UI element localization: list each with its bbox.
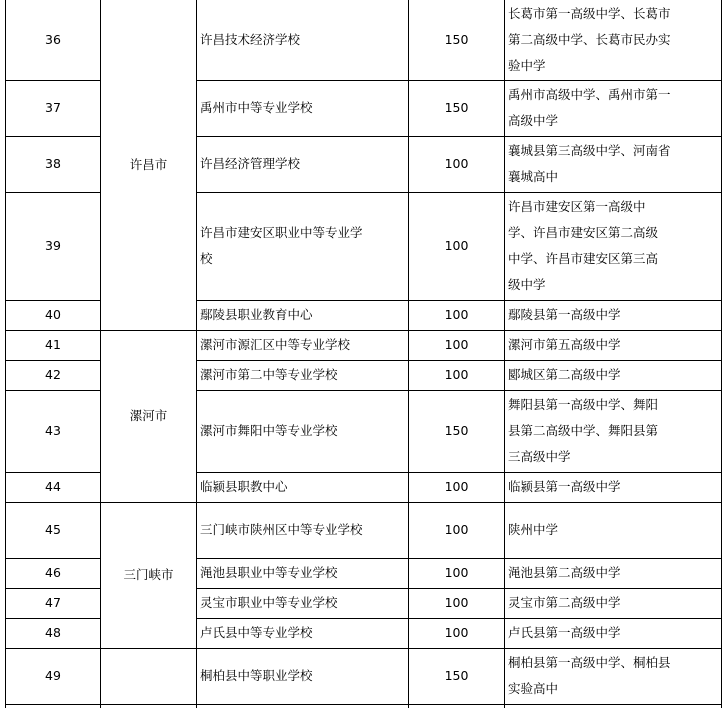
enrollment-quota[interactable]: 150 [444, 668, 469, 683]
school-name[interactable]: 桐柏县中等职业学校 [200, 668, 313, 683]
school-name[interactable]: 许昌经济管理学校 [200, 156, 301, 171]
column-border [196, 0, 197, 708]
source-schools[interactable]: 许昌市建安区第一高级中学、许昌市建安区第二高级中学、许昌市建安区第三高级中学 [508, 199, 659, 292]
school-name[interactable]: 渑池县职业中等专业学校 [200, 565, 338, 580]
source-schools[interactable]: 卢氏县第一高级中学 [508, 625, 621, 640]
column-border [721, 0, 722, 708]
enrollment-quota[interactable]: 100 [444, 625, 469, 640]
school-name[interactable]: 三门峡市陕州区中等专业学校 [200, 522, 363, 537]
city-cell[interactable]: 三门峡市 [123, 567, 174, 582]
row-border [5, 704, 722, 705]
school-name[interactable]: 许昌技术经济学校 [200, 32, 301, 47]
school-name[interactable]: 鄢陵县职业教育中心 [200, 307, 313, 322]
source-schools[interactable]: 漯河市第五高级中学 [508, 337, 621, 352]
school-name[interactable]: 漯河市源汇区中等专业学校 [200, 337, 351, 352]
row-number[interactable]: 43 [45, 423, 61, 438]
row-number[interactable]: 41 [45, 337, 61, 352]
source-schools[interactable]: 鄢陵县第一高级中学 [508, 307, 621, 322]
source-schools[interactable]: 临颍县第一高级中学 [508, 479, 621, 494]
row-number[interactable]: 40 [45, 307, 61, 322]
source-schools[interactable]: 陕州中学 [508, 522, 559, 537]
school-name[interactable]: 禹州市中等专业学校 [200, 100, 313, 115]
row-number[interactable]: 36 [45, 32, 61, 47]
enrollment-quota[interactable]: 100 [444, 367, 469, 382]
row-number[interactable]: 49 [45, 668, 61, 683]
enrollment-quota[interactable]: 100 [444, 565, 469, 580]
school-name[interactable]: 灵宝市职业中等专业学校 [200, 595, 338, 610]
school-name[interactable]: 许昌市建安区职业中等专业学校 [200, 225, 363, 266]
row-number[interactable]: 38 [45, 156, 61, 171]
row-number[interactable]: 45 [45, 522, 61, 537]
row-number[interactable]: 47 [45, 595, 61, 610]
row-number[interactable]: 48 [45, 625, 61, 640]
enrollment-quota[interactable]: 100 [444, 307, 469, 322]
source-schools[interactable]: 渑池县第二高级中学 [508, 565, 621, 580]
source-schools[interactable]: 舞阳县第一高级中学、舞阳县第二高级中学、舞阳县第三高级中学 [508, 397, 659, 464]
source-schools[interactable]: 桐柏县第一高级中学、桐柏县实验高中 [508, 655, 671, 696]
row-number[interactable]: 37 [45, 100, 61, 115]
source-schools[interactable]: 郾城区第二高级中学 [508, 367, 621, 382]
school-name[interactable]: 漯河市第二中等专业学校 [200, 367, 338, 382]
source-schools[interactable]: 禹州市高级中学、禹州市第一高级中学 [508, 87, 671, 128]
row-number[interactable]: 42 [45, 367, 61, 382]
school-name[interactable]: 临颍县职教中心 [200, 479, 288, 494]
city-cell[interactable]: 许昌市 [129, 157, 168, 172]
school-name[interactable]: 卢氏县中等专业学校 [200, 625, 313, 640]
enrollment-quota[interactable]: 150 [444, 100, 469, 115]
enrollment-quota[interactable]: 100 [444, 479, 469, 494]
source-schools[interactable]: 长葛市第一高级中学、长葛市第二高级中学、长葛市民办实验中学 [508, 6, 671, 73]
school-name[interactable]: 漯河市舞阳中等专业学校 [200, 423, 338, 438]
city-cell[interactable]: 漯河市 [129, 408, 168, 423]
source-schools[interactable]: 襄城县第三高级中学、河南省襄城高中 [508, 143, 671, 184]
enrollment-quota[interactable]: 100 [444, 595, 469, 610]
enrollment-quota[interactable]: 150 [444, 32, 469, 47]
row-number[interactable]: 44 [45, 479, 61, 494]
enrollment-quota[interactable]: 100 [444, 337, 469, 352]
source-schools[interactable]: 灵宝市第二高级中学 [508, 595, 621, 610]
enrollment-quota[interactable]: 100 [444, 156, 469, 171]
row-number[interactable]: 46 [45, 565, 61, 580]
enrollment-quota[interactable]: 150 [444, 423, 469, 438]
enrollment-quota[interactable]: 100 [444, 238, 469, 253]
row-number[interactable]: 39 [45, 238, 61, 253]
enrollment-quota[interactable]: 100 [444, 522, 469, 537]
column-border [504, 0, 505, 708]
